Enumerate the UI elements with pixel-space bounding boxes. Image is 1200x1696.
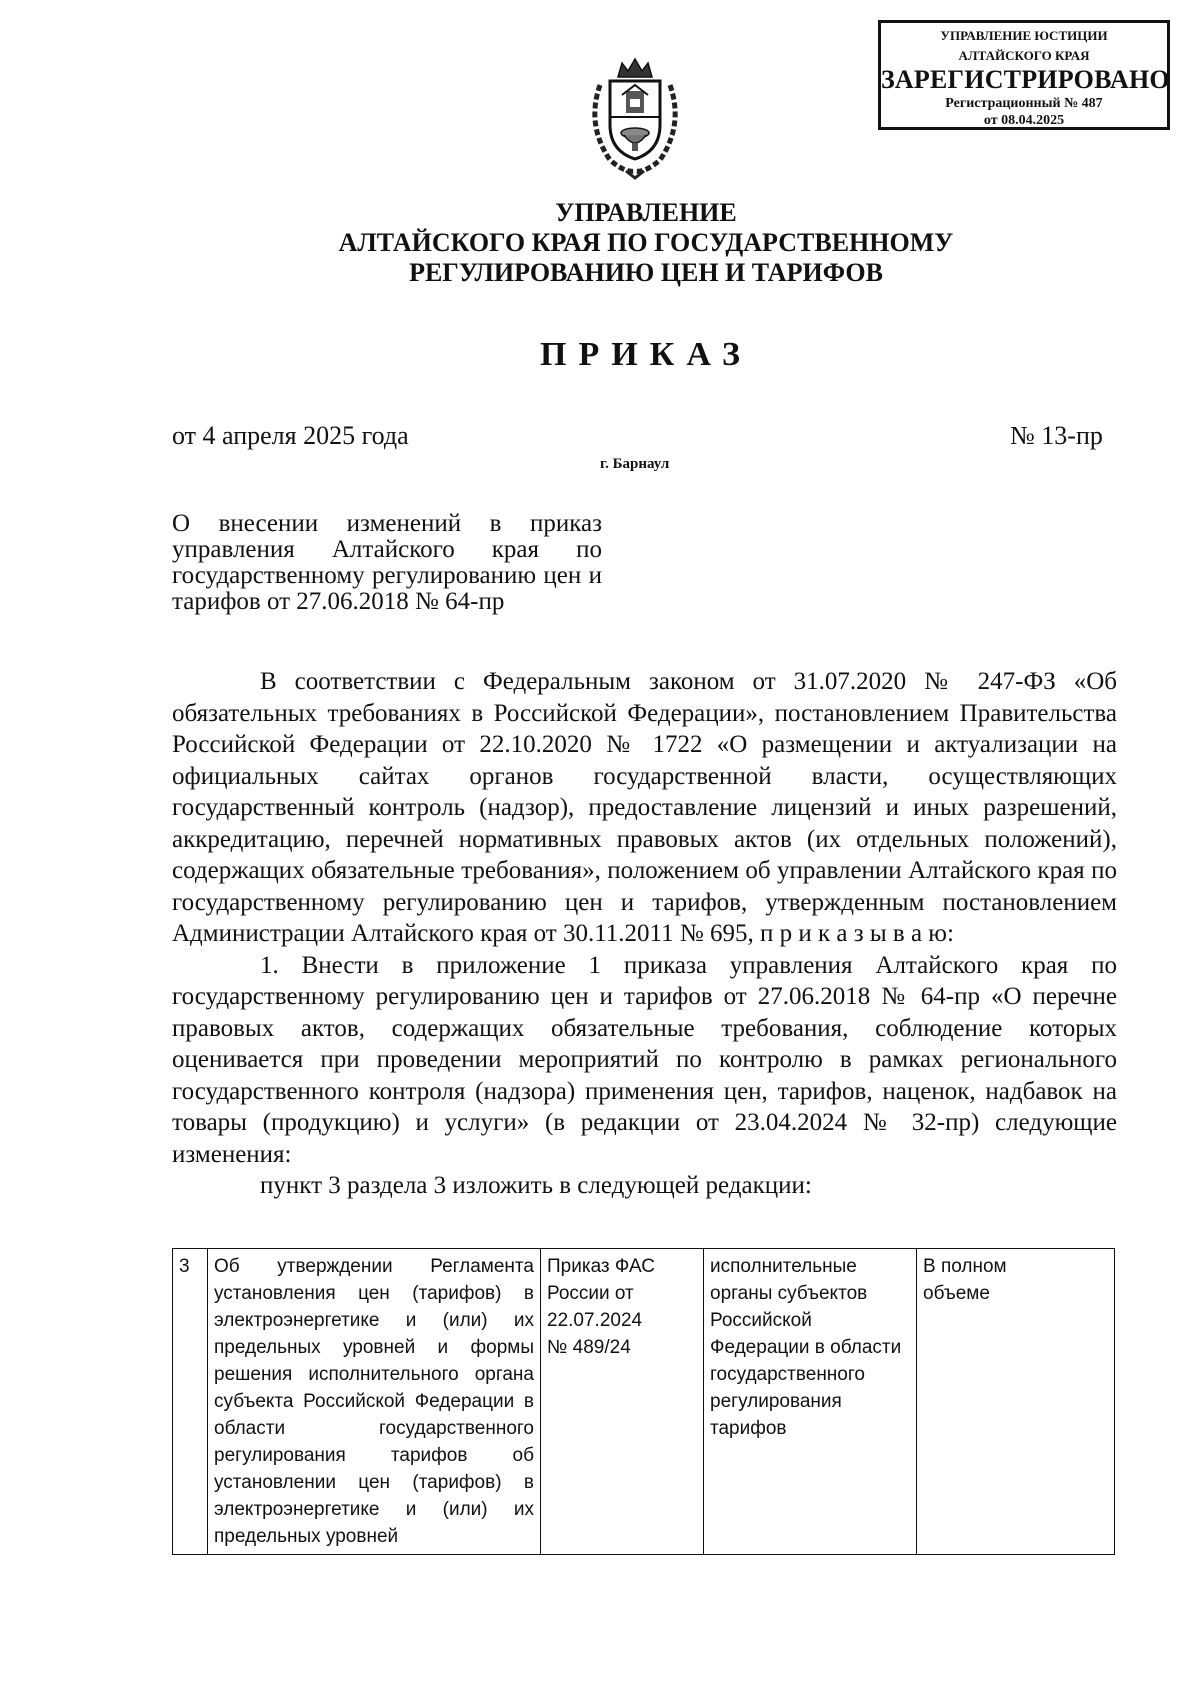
- table-cell-scope: [917, 1249, 1115, 1555]
- altai-krai-coat-of-arms-icon: [580, 55, 690, 180]
- table-cell-act-details: [541, 1249, 704, 1555]
- organization-line3: РЕГУЛИРОВАНИЮ ЦЕН И ТАРИФОВ: [409, 258, 883, 287]
- body-paragraph-table-intro: пункт 3 раздела 3 изложить в следующей редакции:: [260, 1172, 812, 1199]
- table-cell-subjects: исполнительные органы субъектов Российской Федерации в области государственного регулирования тарифов: [704, 1249, 917, 1555]
- order-subject: О внесении изменений в приказ управления Алтайского края по государственному регулированию цен и тарифов от 27.06.2018 № 64-пр: [172, 510, 602, 615]
- document-type-title: ПРИКАЗ: [540, 336, 752, 373]
- order-date: от 4 апреля 2025 года: [172, 421, 409, 450]
- stamp-status: ЗАРЕГИСТРИРОВАНО: [881, 65, 1170, 94]
- stamp-department-line2: АЛТАЙСКОГО КРАЯ: [958, 48, 1090, 63]
- table-row: [173, 1249, 1115, 1555]
- stamp-department-line1: УПРАВЛЕНИЕ ЮСТИЦИИ: [940, 28, 1108, 43]
- registration-stamp: [878, 20, 1170, 130]
- organization-line1: УПРАВЛЕНИЕ: [555, 198, 737, 227]
- table-cell-act-title: Об утверждении Регламента установления цен (тарифов) в электроэнергетике и (или) их предельных уровней и формы решения исполнительного органа субъекта Российской Федерации в области государственного регулирования тарифов об установлении цен (тарифов) в электроэнергетике и (или) их предельных уровней: [208, 1249, 541, 1555]
- organization-line2: АЛТАЙСКОГО КРАЯ ПО ГОСУДАРСТВЕННОМУ: [338, 228, 954, 257]
- body-paragraph-item1: 1. Внести в приложение 1 приказа управления Алтайского края по государственному регулированию цен и тарифов от 27.06.2018 № 64-пр «О перечне правовых актов, содержащих обязательные требования, соблюдение которых оценивается при проведении мероприятий по контролю в рамках регионального государственного контроля (надзора) применения цен, тарифов, наценок, надбавок на товары (продукцию) и услуги» (в редакции от 23.04.2024 № 32-пр) следующие изменения:: [172, 951, 1117, 1168]
- act-details-line2: России от: [547, 1283, 634, 1304]
- body-paragraph-preamble: В соответствии с Федеральным законом от 31.07.2020 № 247-ФЗ «Об обязательных требованиях в Российской Федерации», постановлением Правительства Российской Федерации от 22.10.2020 № 1722 «О размещении и актуализации на официальных сайтах органов государственной власти, осуществляющих государственный контроль (надзор), предоставление лицензий и иных разрешений, аккредитацию, перечней нормативных правовых актов (их отдельных положений), содержащих обязательные требования», положением об управлении Алтайского края по государственному регулированию цен и тарифов, утвержденным постановлением Администрации Алтайского края от 30.11.2011 № 695, п р и к а з ы в а ю:: [172, 668, 1117, 947]
- order-number: № 13-пр: [1010, 421, 1103, 450]
- amendment-table: [172, 1248, 1115, 1555]
- scope-line2: объеме: [923, 1283, 990, 1304]
- scope-line1: В полном: [923, 1256, 1007, 1277]
- table-cell-number: 3: [173, 1249, 208, 1555]
- order-body: [172, 666, 1117, 1202]
- stamp-registration-date: от 08.04.2025: [983, 113, 1065, 128]
- stamp-registration-number: Регистрационный № 487: [945, 96, 1103, 111]
- order-city: г. Барнаул: [600, 456, 670, 472]
- act-details-line4: № 489/24: [547, 1337, 631, 1358]
- act-details-line3: 22.07.2024: [547, 1310, 643, 1331]
- act-details-line1: Приказ ФАС: [547, 1256, 655, 1277]
- organization-header: [0, 198, 1200, 288]
